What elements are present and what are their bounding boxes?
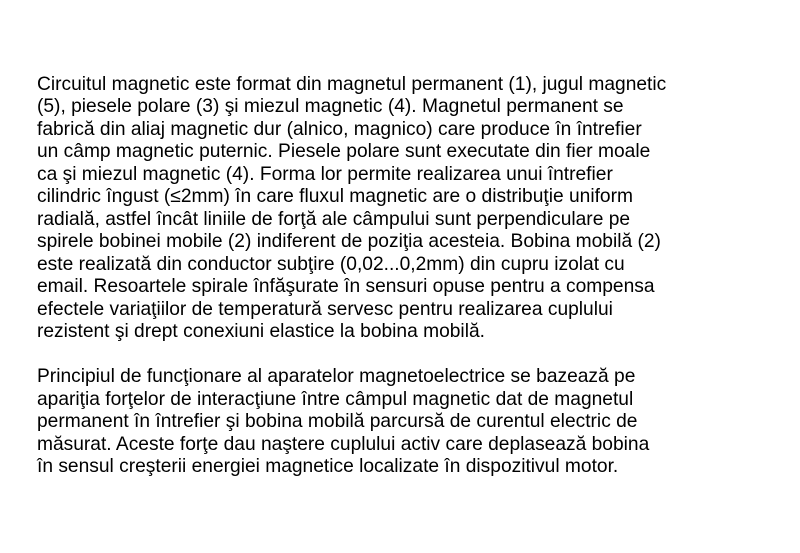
body-text bbox=[37, 51, 787, 501]
paragraph-magnetic-circuit: Circuitul magnetic este format din magnetul permanent (1), jugul magnetic (5), piesele polare (3) şi miezul magnetic (4). Magnetul permanent se fabrică din aliaj magnetic dur (alnico, magnico) care produce în întrefier un câmp magnetic puternic. Piesele polare sunt executate din fier moale ca şi miezul magnetic (4). Forma lor permite realizarea unui întrefier cilindric îngust (≤2mm) în care fluxul magnetic are o distribuţie uniform radială, astfel încât liniile de forţă ale câmpului sunt perpendiculare pe spirele bobinei mobile (2) indiferent de poziţia acesteia. Bobina mobilă (2) este realizată din conductor subţire (0,02...0,2mm) din cupru izolat cu email. Resoartele spirale înfăşurate în sensuri opuse pentru a compensa efectele variaţiilor de temperatură servesc pentru realizarea cuplului rezistent şi drept conexiuni elastice la bobina mobilă. bbox=[37, 73, 667, 342]
paragraph-operating-principle: Principiul de funcţionare al aparatelor magnetoelectrice se bazează pe apariţia forţelor de interacţiune între câmpul magnetic dat de magnetul permanent în întrefier şi bobina mobilă parcursă de curentul electric de măsurat. Aceste forţe dau naştere cuplului activ care deplasează bobina în sensul creşterii energiei magnetice localizate în dispozitivul motor. bbox=[37, 366, 650, 477]
